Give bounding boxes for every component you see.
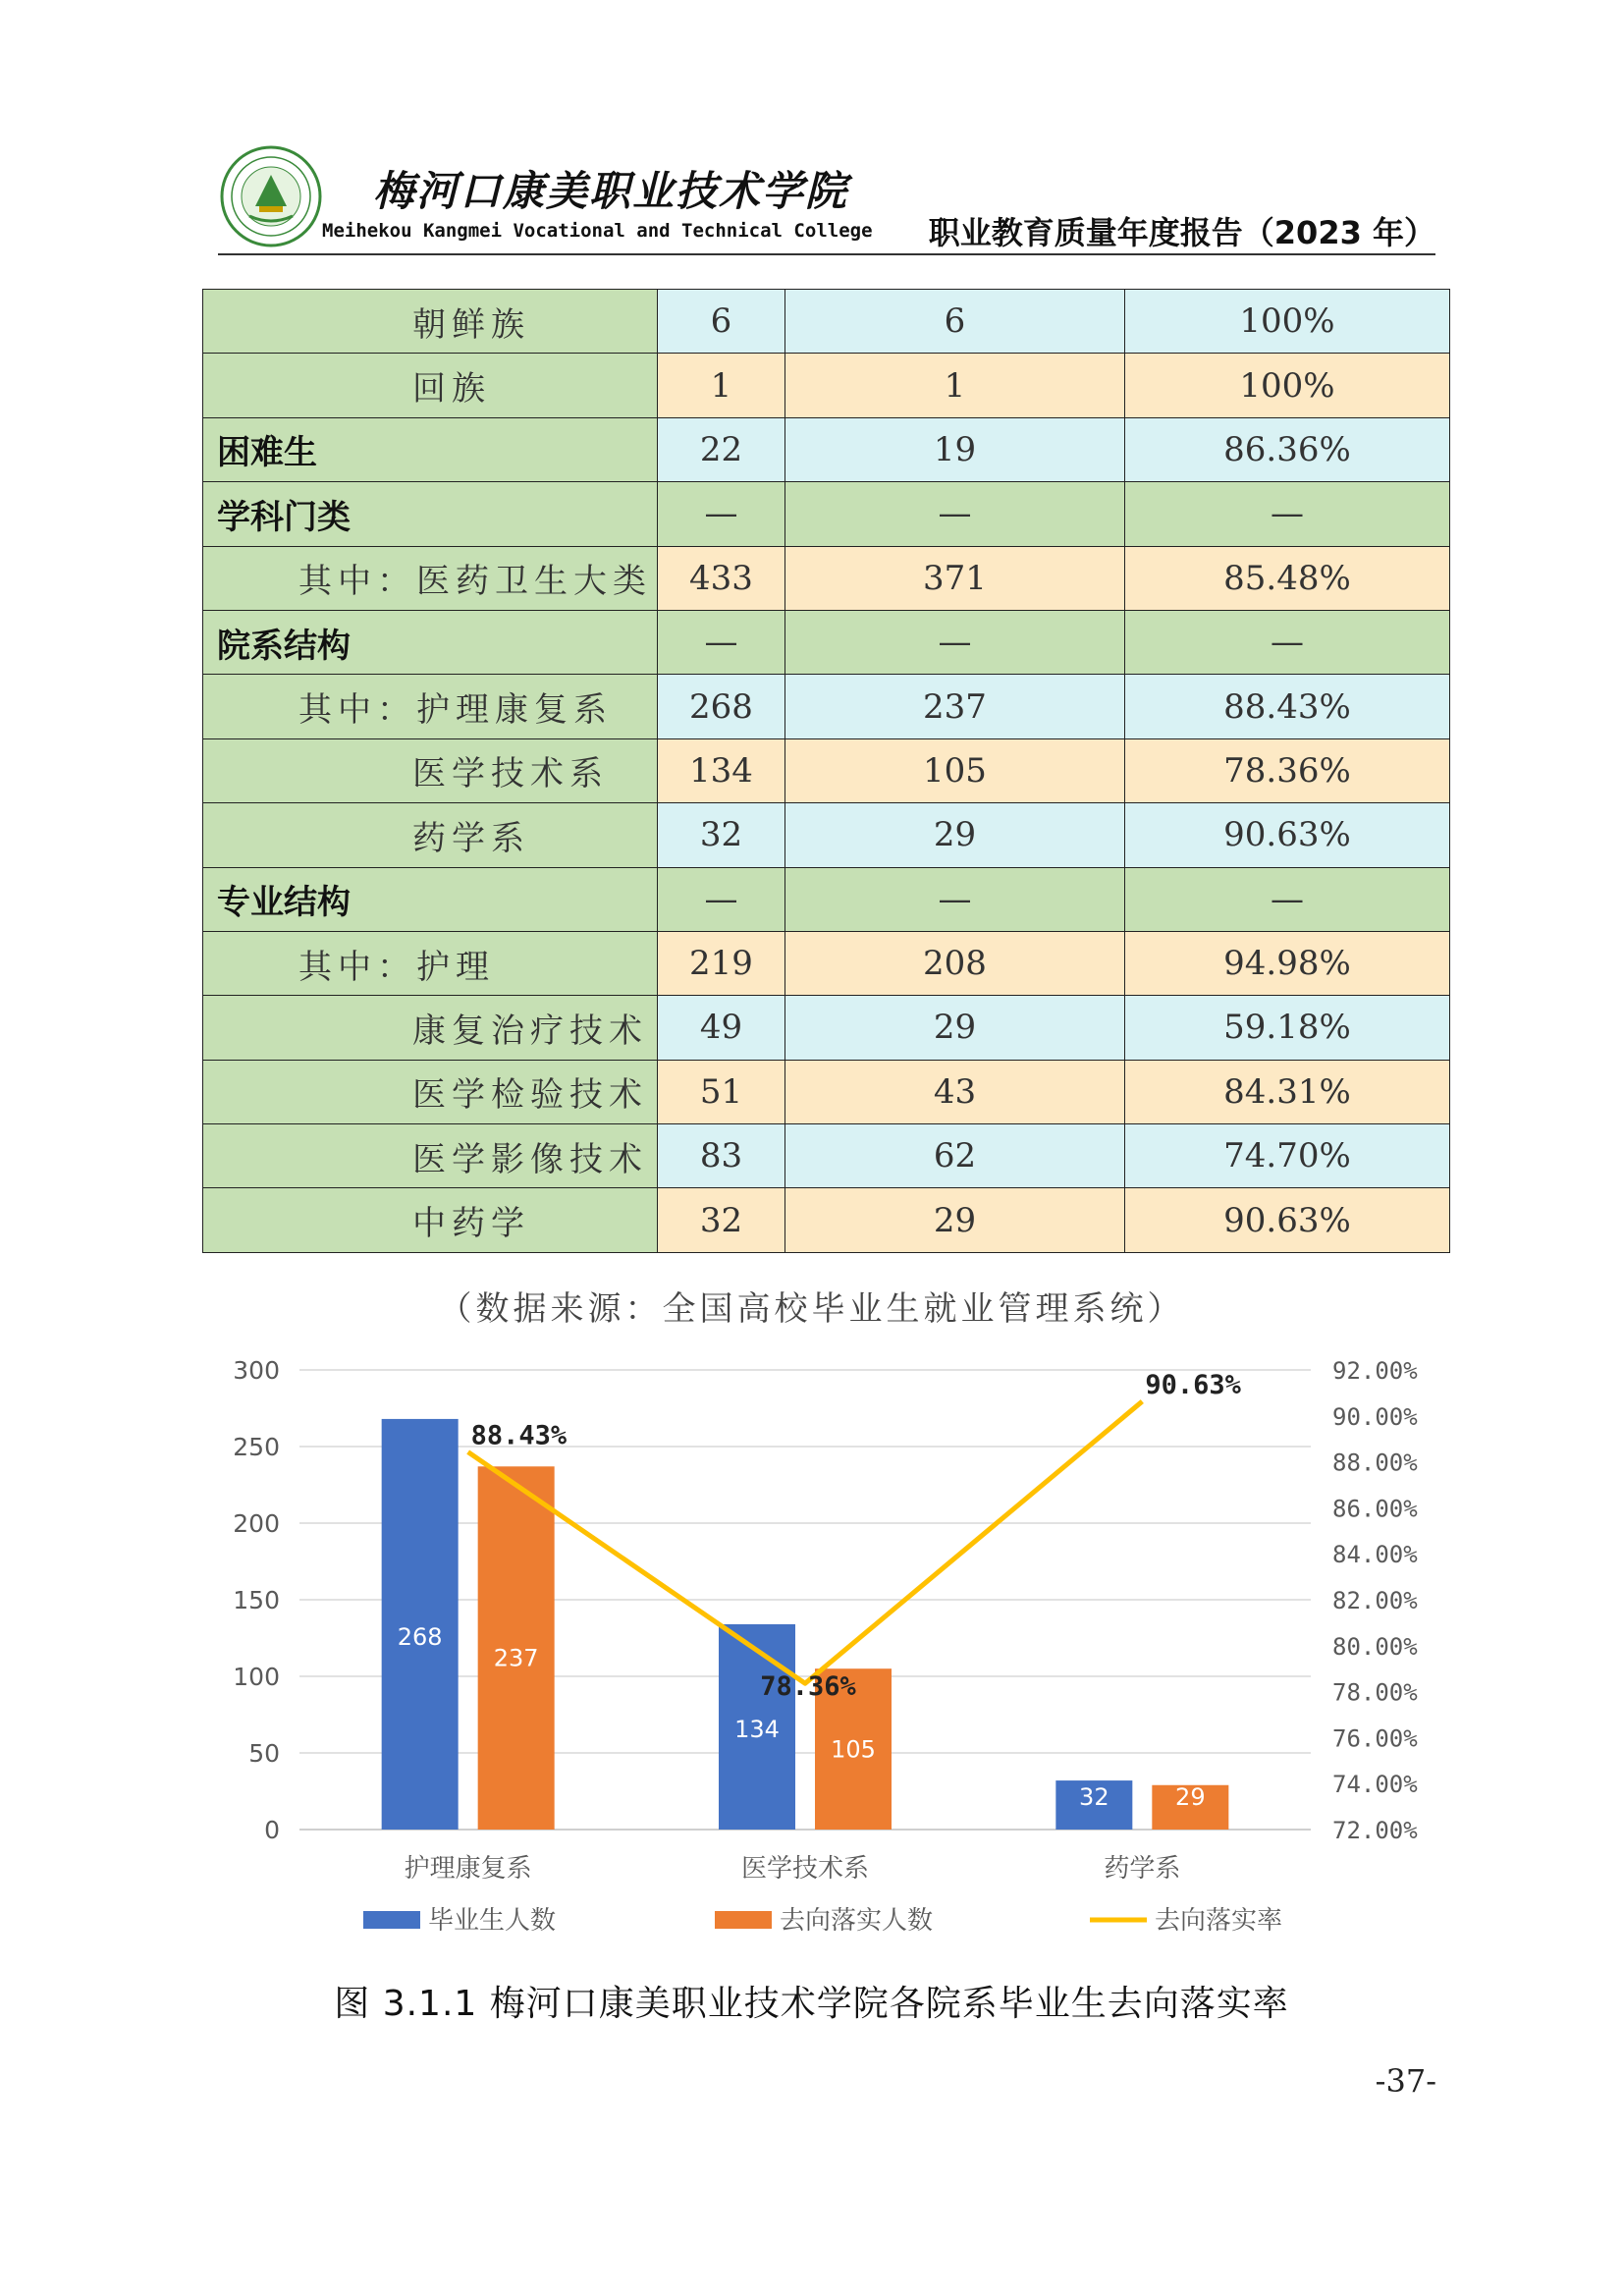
rate-cell: 90.63% bbox=[1125, 1188, 1450, 1252]
rate-cell: 90.63% bbox=[1125, 803, 1450, 867]
legend-swatch bbox=[715, 1911, 772, 1929]
placed-cell: 29 bbox=[785, 996, 1125, 1060]
page-header bbox=[218, 137, 1435, 255]
legend-label: 去向落实人数 bbox=[780, 1906, 934, 1936]
report-title: 职业教育质量年度报告（2023 年） bbox=[928, 214, 1435, 251]
rate-line bbox=[468, 1401, 1143, 1683]
employment-table bbox=[202, 289, 1450, 1253]
legend-label: 毕业生人数 bbox=[428, 1906, 557, 1936]
placed-cell: 29 bbox=[785, 1188, 1125, 1252]
y-right-tick-label: 92.00% bbox=[1332, 1357, 1418, 1385]
y-right-tick-label: 72.00% bbox=[1332, 1817, 1418, 1844]
graduates-cell: — bbox=[658, 482, 785, 546]
name-cell: 院系结构 bbox=[203, 610, 658, 674]
table-row bbox=[203, 675, 1450, 738]
y-right-tick-label: 76.00% bbox=[1332, 1724, 1418, 1753]
y-left-tick-label: 200 bbox=[233, 1509, 280, 1538]
name-cell: 康复治疗技术 bbox=[203, 996, 658, 1060]
placed-cell: 19 bbox=[785, 417, 1125, 481]
rate-cell: — bbox=[1125, 610, 1450, 674]
graduates-cell: — bbox=[658, 610, 785, 674]
rate-cell: 85.48% bbox=[1125, 546, 1450, 610]
page-number: -37- bbox=[1375, 2062, 1436, 2100]
x-axis-category-label: 医学技术系 bbox=[740, 1854, 870, 1884]
y-right-tick-label: 74.00% bbox=[1332, 1771, 1418, 1799]
rate-cell: — bbox=[1125, 482, 1450, 546]
graduates-cell: 268 bbox=[658, 675, 785, 738]
name-cell: 医学检验技术 bbox=[203, 1060, 658, 1123]
rate-cell: 100% bbox=[1125, 290, 1450, 354]
table-row bbox=[203, 290, 1450, 354]
rate-cell: — bbox=[1125, 867, 1450, 931]
y-left-tick-label: 150 bbox=[233, 1586, 280, 1614]
graduates-cell: 49 bbox=[658, 996, 785, 1060]
y-left-tick-label: 0 bbox=[264, 1816, 280, 1844]
y-right-tick-label: 86.00% bbox=[1332, 1495, 1418, 1523]
placed-cell: 1 bbox=[785, 354, 1125, 417]
placed-cell: 43 bbox=[785, 1060, 1125, 1123]
placed-cell: 29 bbox=[785, 803, 1125, 867]
y-right-tick-label: 82.00% bbox=[1332, 1587, 1418, 1614]
placed-cell: — bbox=[785, 482, 1125, 546]
table-row bbox=[203, 1124, 1450, 1188]
graduates-cell: 433 bbox=[658, 546, 785, 610]
y-left-tick-label: 300 bbox=[233, 1356, 280, 1385]
table-row bbox=[203, 417, 1450, 481]
name-cell: 医学影像技术 bbox=[203, 1124, 658, 1188]
placed-cell: — bbox=[785, 610, 1125, 674]
placed-cell: 371 bbox=[785, 546, 1125, 610]
bar-value-label: 268 bbox=[397, 1622, 443, 1651]
rate-cell: 94.98% bbox=[1125, 931, 1450, 995]
name-cell: 朝鲜族 bbox=[203, 290, 658, 354]
rate-cell: 59.18% bbox=[1125, 996, 1450, 1060]
table-row bbox=[203, 803, 1450, 867]
y-right-tick-label: 78.00% bbox=[1332, 1678, 1418, 1707]
placed-cell: 62 bbox=[785, 1124, 1125, 1188]
table-row bbox=[203, 546, 1450, 610]
rate-cell: 78.36% bbox=[1125, 738, 1450, 802]
name-cell: 回族 bbox=[203, 354, 658, 417]
x-axis-category-label: 护理康复系 bbox=[404, 1854, 532, 1884]
name-cell: 专业结构 bbox=[203, 867, 658, 931]
name-cell: 学科门类 bbox=[203, 482, 658, 546]
name-cell: 中药学 bbox=[203, 1188, 658, 1252]
rate-value-label: 78.36% bbox=[760, 1671, 856, 1703]
name-cell: 其中：医药卫生大类 bbox=[203, 546, 658, 610]
name-cell: 医学技术系 bbox=[203, 738, 658, 802]
department-placement-chart bbox=[0, 1336, 1623, 1954]
placed-cell: — bbox=[785, 867, 1125, 931]
rate-cell: 74.70% bbox=[1125, 1124, 1450, 1188]
bar-value-label: 134 bbox=[734, 1715, 780, 1743]
rate-value-label: 90.63% bbox=[1145, 1370, 1241, 1401]
bar-value-label: 237 bbox=[493, 1644, 539, 1672]
table-row bbox=[203, 1060, 1450, 1123]
graduates-cell: 1 bbox=[658, 354, 785, 417]
y-right-tick-label: 84.00% bbox=[1332, 1541, 1418, 1569]
table-row bbox=[203, 482, 1450, 546]
graduates-cell: 219 bbox=[658, 931, 785, 995]
rate-value-label: 88.43% bbox=[470, 1420, 568, 1451]
table-row bbox=[203, 867, 1450, 931]
figure-caption: 图 3.1.1 梅河口康美职业技术学院各院系毕业生去向落实率 bbox=[334, 1984, 1289, 2024]
bar-value-label: 32 bbox=[1079, 1783, 1109, 1811]
rate-cell: 86.36% bbox=[1125, 417, 1450, 481]
data-source-note: （数据来源：全国高校毕业生就业管理系统） bbox=[438, 1289, 1185, 1329]
placed-cell: 208 bbox=[785, 931, 1125, 995]
table-row bbox=[203, 354, 1450, 417]
table-row bbox=[203, 931, 1450, 995]
placed-cell: 237 bbox=[785, 675, 1125, 738]
graduates-cell: 51 bbox=[658, 1060, 785, 1123]
placed-cell: 6 bbox=[785, 290, 1125, 354]
y-left-tick-label: 100 bbox=[233, 1663, 280, 1691]
bar-value-label: 29 bbox=[1175, 1783, 1206, 1811]
name-cell: 其中：护理康复系 bbox=[203, 675, 658, 738]
y-right-tick-label: 80.00% bbox=[1332, 1632, 1418, 1661]
placed-cell: 105 bbox=[785, 738, 1125, 802]
table-row bbox=[203, 1188, 1450, 1252]
table-row bbox=[203, 738, 1450, 802]
y-right-tick-label: 88.00% bbox=[1332, 1449, 1418, 1477]
graduates-cell: 83 bbox=[658, 1124, 785, 1188]
x-axis-category-label: 药学系 bbox=[1104, 1854, 1181, 1884]
y-right-tick-label: 90.00% bbox=[1332, 1402, 1418, 1431]
graduates-cell: 6 bbox=[658, 290, 785, 354]
rate-cell: 100% bbox=[1125, 354, 1450, 417]
y-left-tick-label: 50 bbox=[248, 1739, 280, 1768]
graduates-cell: 32 bbox=[658, 1188, 785, 1252]
name-cell: 药学系 bbox=[203, 803, 658, 867]
graduates-cell: 22 bbox=[658, 417, 785, 481]
graduates-cell: 32 bbox=[658, 803, 785, 867]
bar-value-label: 105 bbox=[831, 1735, 876, 1764]
legend-swatch bbox=[363, 1911, 420, 1929]
name-cell: 其中：护理 bbox=[203, 931, 658, 995]
y-left-tick-label: 250 bbox=[233, 1433, 280, 1461]
rate-cell: 88.43% bbox=[1125, 675, 1450, 738]
table-row bbox=[203, 610, 1450, 674]
college-logo-icon bbox=[220, 145, 322, 247]
graduates-cell: — bbox=[658, 867, 785, 931]
name-cell: 困难生 bbox=[203, 417, 658, 481]
legend-label: 去向落实率 bbox=[1155, 1906, 1283, 1936]
graduates-cell: 134 bbox=[658, 738, 785, 802]
table-row bbox=[203, 996, 1450, 1060]
school-name-en: Meihekou Kangmei Vocational and Technical College bbox=[322, 220, 873, 242]
school-name-cn: 梅河口康美职业技术学院 bbox=[373, 167, 849, 215]
rate-cell: 84.31% bbox=[1125, 1060, 1450, 1123]
